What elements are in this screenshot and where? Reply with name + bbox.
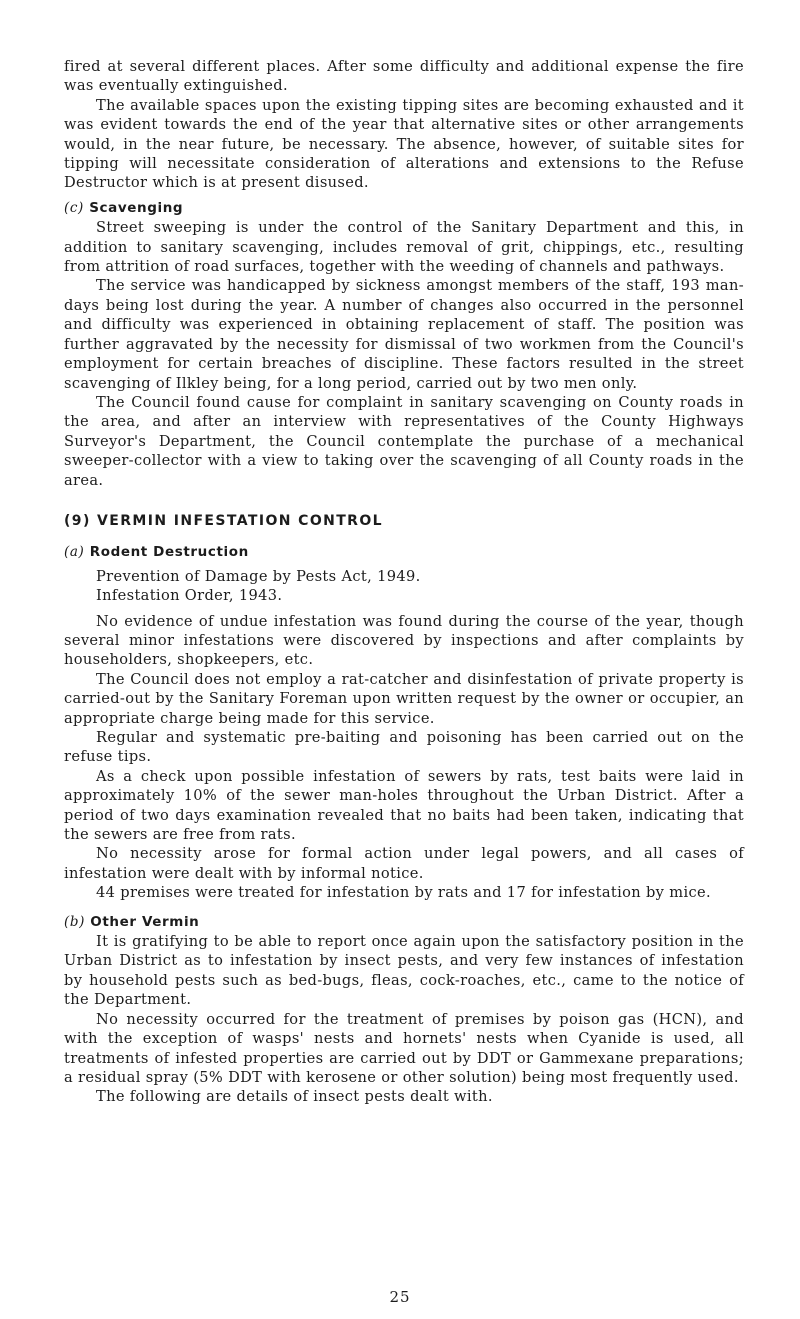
- section-title: VERMIN INFESTATION CONTROL: [97, 512, 383, 529]
- subsection-title: Scavenging: [89, 199, 184, 216]
- body-paragraph: Street sweeping is under the control of the Sanitary Department and this, in addition to sanitary scavenging, includes removal of grit, chippings, etc., resulting from attrition of road surfaces, together with the weeding of channels and pathways.: [64, 219, 744, 276]
- body-paragraph: fired at several different places. After some difficulty and additional expense the fire was eventually extinguished.: [64, 58, 744, 95]
- text-column: [64, 57, 744, 1107]
- legislation-line: Infestation Order, 1943.: [96, 587, 283, 605]
- subsection-heading-rodent: [64, 543, 744, 562]
- body-paragraph: The following are details of insect pests dealt with.: [96, 1088, 493, 1106]
- body-paragraph: The Council does not employ a rat-catcher and disinfestation of private property is carried-out by the Sanitary Foreman upon written request by the owner or occupier, an appropriate charge being made for this service.: [64, 670, 744, 727]
- section-heading-vermin: [64, 512, 744, 531]
- subsection-label: (a): [64, 544, 85, 561]
- body-paragraph: 44 premises were treated for infestation by rats and 17 for infestation by mice.: [96, 884, 711, 902]
- subsection-heading-other-vermin: [64, 913, 744, 932]
- section-number: (9): [64, 512, 91, 529]
- subsection-heading-scavenging: [64, 199, 744, 218]
- body-paragraph: No evidence of undue infestation was found during the course of the year, though several minor infestations were discovered by inspections and after complaints by householders, shopkeepers, etc.: [64, 612, 744, 669]
- body-paragraph: The service was handicapped by sickness amongst members of the staff, 193 man-days being lost during the year. A number of changes also occurred in the personnel and difficulty was experienced in obtaining replacement of staff. The position was further aggravated by the necessity for dismissal of two workmen from the Council's employment for certain breaches of discipline. These factors resulted in the street scavenging of Ilkley being, for a long period, carried out by two men only.: [64, 277, 744, 392]
- body-paragraph: Regular and systematic pre-baiting and poisoning has been carried out on the refuse tips.: [64, 729, 744, 766]
- subsection-label: (b): [64, 913, 85, 930]
- subsection-title: Rodent Destruction: [89, 544, 249, 561]
- body-paragraph: It is gratifying to be able to report once again upon the satisfactory position in the Urban District as to infestation by insect pests, and very few instances of infestation by household pests such as bed-bugs, fleas, cock-roaches, etc., came to the notice of the Department.: [64, 933, 744, 1009]
- subsection-label: (c): [64, 199, 84, 216]
- body-paragraph: As a check upon possible infestation of sewers by rats, test baits were laid in approximately 10% of the sewer man-holes throughout the Urban District. After a period of two days examination revealed that no baits had been taken, indicating that the sewers are free from rats.: [64, 767, 744, 844]
- subsection-title: Other Vermin: [90, 913, 200, 930]
- legislation-line: Prevention of Damage by Pests Act, 1949.: [96, 567, 421, 585]
- body-paragraph: No necessity occurred for the treatment of premises by poison gas (HCN), and with the exception of wasps' nests and hornets' nests when Cyanide is used, all treatments of infested properties are carried out by DDT or Gammexane preparations; a residual spray (5% DDT with kerosene or other solution) being most frequently used.: [64, 1010, 744, 1086]
- page-number: 25: [389, 1288, 411, 1306]
- body-paragraph: The Council found cause for complaint in sanitary scavenging on County roads in the area, and after an interview with representatives of the County Highways Surveyor's Department, the Council contemplate the purchase of a mechanical sweeper-collector with a view to taking over the scavenging of all County roads in the area.: [64, 393, 744, 489]
- body-paragraph: No necessity arose for formal action under legal powers, and all cases of infestation were dealt with by informal notice.: [64, 845, 744, 882]
- body-paragraph: The available spaces upon the existing tipping sites are becoming exhausted and it was evident towards the end of the year that alternative sites or other arrangements would, in the near future, be necessary. The absence, however, of suitable sites for tipping will necessitate consideration of alterations and extensions to the Refuse Destructor which is at present disused.: [64, 96, 744, 192]
